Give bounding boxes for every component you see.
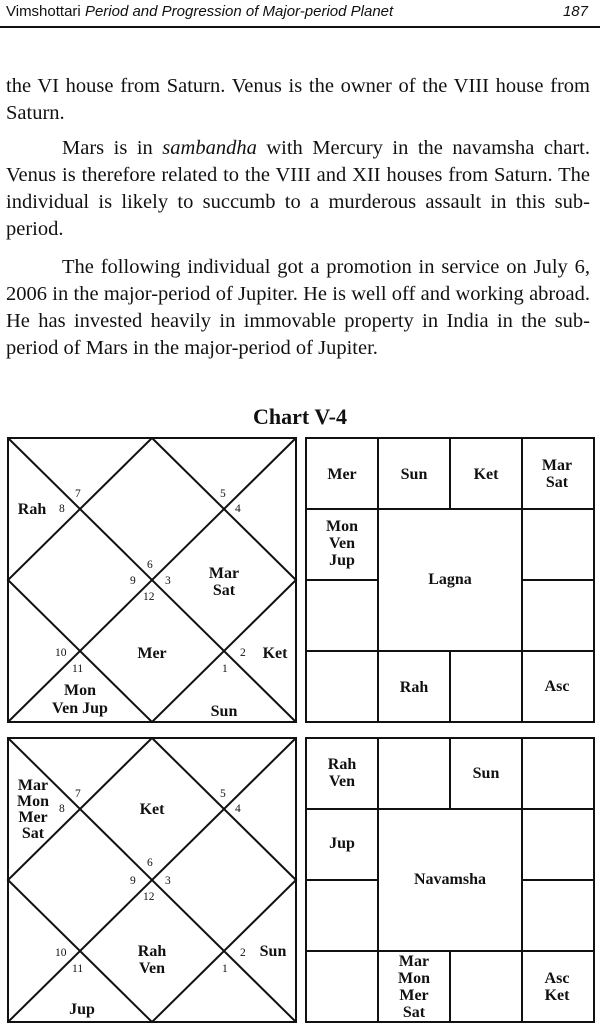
navamsha-south-planet: Mon — [398, 970, 430, 987]
paragraph-2-start: Mars is in — [62, 137, 163, 159]
navamsha-north-house-number-11: 11 — [72, 963, 84, 975]
navamsha-south-planet: Sun — [472, 765, 500, 782]
rasi-north-house-number-10: 10 — [55, 647, 67, 659]
navamsha-north-planet: Mar — [17, 777, 49, 794]
navamsha-north-planet: Ven — [138, 960, 166, 977]
paragraph-1: the VI house from Saturn. Venus is the owner of the VIII house from Saturn. — [6, 75, 590, 124]
rasi-north-house-number-8: 8 — [59, 503, 65, 515]
rasi-south-planet: Mon — [326, 518, 358, 535]
rasi-south-planet: Mer — [327, 466, 357, 483]
paragraph-3: The following individual got a promotion in service on July 6, 2006 in the major-period of Jupiter. He is well off and working abroad. He has invested heavily in immovable property in India in the sub-period of Mars in the major-period of Jupiter. — [6, 256, 590, 359]
navamsha-north-house-number-6: 6 — [147, 857, 153, 869]
rasi-north-house-number-6: 6 — [147, 559, 153, 571]
navamsha-south-center-label: Navamsha — [413, 871, 487, 888]
rasi-north-house-number-3: 3 — [165, 575, 171, 587]
navamsha-north-planet: Sun — [259, 943, 287, 960]
chart-title: Chart V-4 — [253, 404, 347, 429]
rasi-north-house-number-2: 2 — [240, 647, 246, 659]
navamsha-north-house-number-5: 5 — [220, 788, 226, 800]
navamsha-south-planet: Ven — [328, 773, 356, 790]
navamsha-north-planet: Mon — [17, 793, 49, 810]
navamsha-south-planet: Sat — [402, 1004, 426, 1021]
book-name: Vimshottari — [6, 3, 81, 20]
rasi-north-house-number-11: 11 — [72, 663, 84, 675]
navamsha-north-planet: Rah — [137, 943, 167, 960]
rasi-north-house-number-7: 7 — [75, 488, 81, 500]
navamsha-north-house-number-2: 2 — [240, 947, 246, 959]
page-number: 187 — [562, 3, 588, 20]
rasi-south-planet: Jup — [329, 552, 355, 569]
navamsha-south-planet: Jup — [329, 835, 355, 852]
navamsha-north-planet: Sat — [21, 825, 45, 842]
rasi-north-house-number-12: 12 — [143, 591, 155, 603]
navamsha-south-planet: Mer — [399, 987, 429, 1004]
navamsha-north-house-number-4: 4 — [235, 803, 241, 815]
rasi-north-house-number-5: 5 — [220, 488, 226, 500]
rasi-south-planet: Ket — [473, 466, 499, 483]
navamsha-south-planet: Mar — [398, 953, 430, 970]
rasi-north-house-number-4: 4 — [235, 503, 241, 515]
navamsha-north-planet: Mer — [18, 809, 48, 826]
paragraph-2-rest: with Mercury in the navamsha chart. Venus is therefore related to the VIII and XII houses from Saturn. The individual is likely to succumb to a murderous assault in this sub-period. — [6, 137, 590, 240]
rasi-south-planet: Sun — [400, 466, 428, 483]
navamsha-north-house-number-3: 3 — [165, 875, 171, 887]
navamsha-south-planet: Asc — [544, 970, 570, 987]
sambandha-term: sambandha — [162, 137, 257, 159]
rasi-north-planet: Rah — [17, 501, 47, 518]
rasi-north-planet: Sun — [210, 703, 238, 720]
rasi-north-house-number-9: 9 — [130, 575, 136, 587]
rasi-north-planet: Ven Jup — [52, 700, 108, 717]
rasi-north-planet: Mer — [137, 645, 167, 662]
rasi-south-planet: Ven — [328, 535, 356, 552]
navamsha-north-house-number-1: 1 — [222, 963, 228, 975]
rasi-north-planet: Ket — [262, 645, 288, 662]
rasi-north-house-number-1: 1 — [222, 663, 228, 675]
navamsha-north-house-number-7: 7 — [75, 788, 81, 800]
rasi-south-planet: Mar — [541, 457, 573, 474]
rasi-south-center-label: Lagna — [428, 571, 472, 588]
rasi-north-planet: Mar — [208, 565, 240, 582]
rasi-north-planet: Sat — [212, 582, 236, 599]
navamsha-north-house-number-10: 10 — [55, 947, 67, 959]
navamsha-north-planet: Jup — [69, 1001, 95, 1018]
navamsha-south-planet: Rah — [327, 756, 357, 773]
rasi-north-planet: Mon — [64, 682, 96, 699]
navamsha-north-house-number-12: 12 — [143, 891, 155, 903]
navamsha-south-planet: Ket — [544, 987, 570, 1004]
rasi-south-planet: Rah — [399, 679, 429, 696]
navamsha-north-house-number-8: 8 — [59, 803, 65, 815]
navamsha-north-house-number-9: 9 — [130, 875, 136, 887]
navamsha-north-planet: Ket — [139, 801, 165, 818]
rasi-south-planet: Sat — [545, 474, 569, 491]
chapter-title: Period and Progression of Major-period Planet — [84, 3, 394, 20]
rasi-south-lagna-marker: Asc — [544, 678, 570, 695]
